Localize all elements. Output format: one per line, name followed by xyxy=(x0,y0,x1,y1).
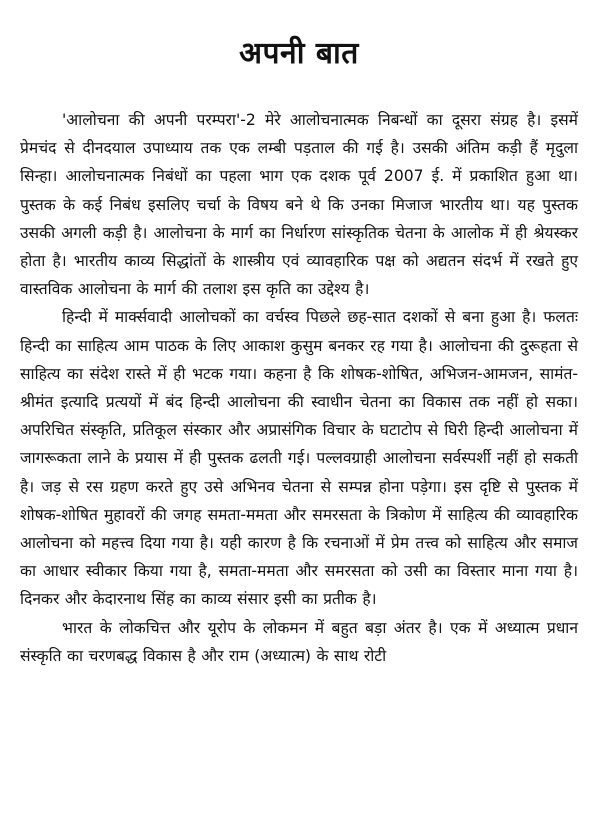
paragraph-2: हिन्दी में मार्क्सवादी आलोचकों का वर्चस्व पिछले छह-सात दशकों से बना हुआ है। फलतः हिन्दी का साहित्य आम पाठक के लिए आकाश कुसुम बनकर रह गया है। आलोचना की दुरूहता से साहित्य का संदेश रास्ते में ही भटक गया। कहना है कि शोषक-शोषित, अभिजन-आमजन, सामंत-श्रीमंत इत्यादि प्रत्ययों में बंद हिन्दी आलोचना की स्वाधीन चेतना का विकास तक नहीं हो सका। अपरिचित संस्कृति, प्रतिकूल संस्कार और अप्रासंगिक विचार के घटाटोप से घिरी हिन्दी आलोचना में जागरूकता लाने के प्रयास में ही पुस्तक ढलती गई। पल्लवग्राही आलोचना सर्वस्पर्शी नहीं हो सकती है। जड़ से रस ग्रहण करते हुए उसे अभिनव चेतना से सम्पन्न होना पड़ेगा। इस दृष्टि से पुस्तक में शोषक-शोषित मुहावरों की जगह समता-ममता और समरसता के त्रिकोण में साहित्य की व्यावहारिक आलोचना को महत्त्व दिया गया है। यही कारण है कि रचनाओं में प्रेम तत्त्व को साहित्य और समाज का आधार स्वीकार किया गया है, समता-ममता और समरसता को उसी का विस्तार माना गया है। दिनकर और केदारनाथ सिंह का काव्य संसार इसी का प्रतीक है। xyxy=(20,308,578,609)
paragraph-1: 'आलोचना की अपनी परम्परा'-2 मेरे आलोचनात्मक निबन्धों का दूसरा संग्रह है। इसमें प्रेमचंद से दीनदयाल उपाध्याय तक एक लम्बी पड़ताल की गई है। उसकी अंतिम कड़ी हैं मृदुला सिन्हा। आलोचनात्मक निबंधों का पहला भाग एक दशक पूर्व 2007 ई. में प्रकाशित हुआ था। पुस्तक के कई निबंध इसलिए चर्चा के विषय बने थे कि उनका मिजाज भारतीय था। यह पुस्तक उसकी अगली कड़ी है। आलोचना के मार्ग का निर्धारण सांस्कृतिक चेतना के आलोक में ही श्रेयस्कर होता है। भारतीय काव्य सिद्धांतों के शास्त्रीय एवं व्यावहारिक पक्ष को अद्यतन संदर्भ में रखते हुए वास्तविक आलोचना के मार्ग की तलाश इस कृति का उद्देश्य है। xyxy=(20,111,578,299)
paragraph-3: भारत के लोकचित्त और यूरोप के लोकमन में बहुत बड़ा अंतर है। एक में अध्यात्म प्रधान संस्कृति का चरणबद्ध विकास है और राम (अध्यात्म) के साथ रोटी xyxy=(20,618,578,665)
body-text xyxy=(20,106,578,670)
page-title: अपनी बात xyxy=(239,36,359,71)
